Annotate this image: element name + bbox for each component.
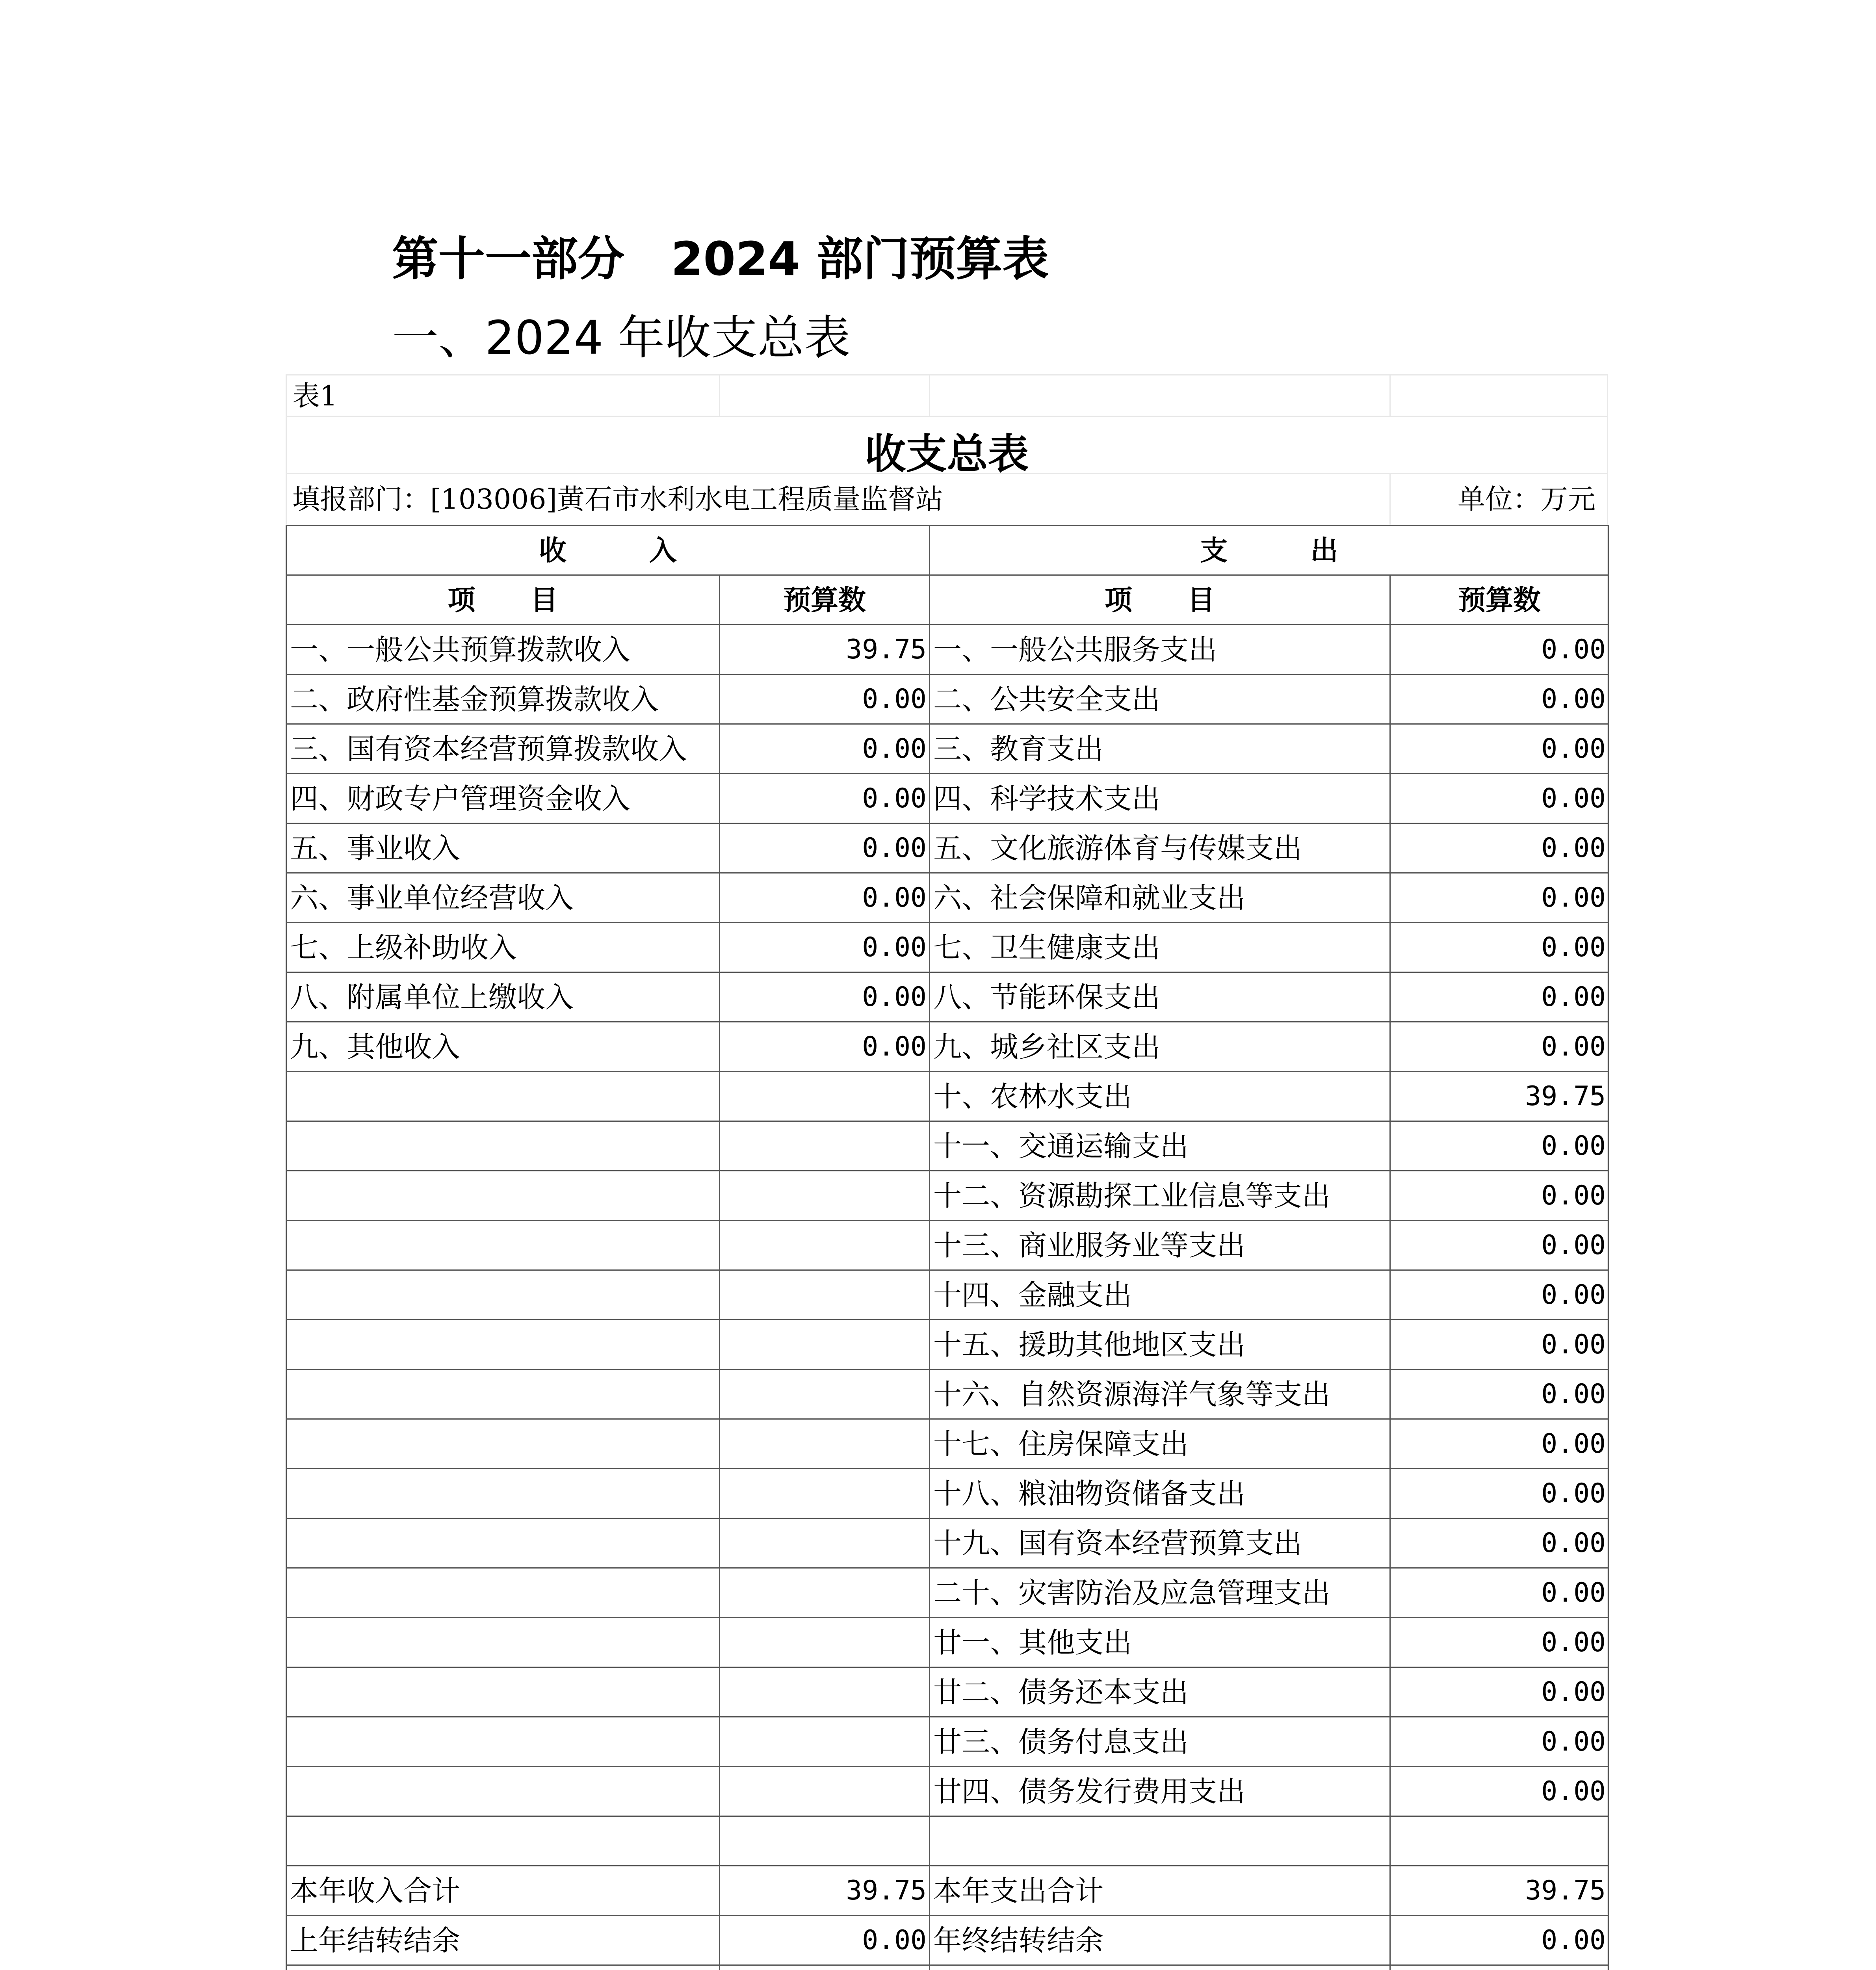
table-row <box>286 1816 1609 1866</box>
grid-line <box>929 374 930 416</box>
expense-budget-cell: 0.00 <box>1390 1320 1609 1370</box>
expense-budget-cell: 0.00 <box>1390 823 1609 873</box>
income-item-cell <box>286 1221 720 1270</box>
subsection-heading: 一、2024 年收支总表 <box>392 310 851 365</box>
income-item-cell: 一、一般公共预算拨款收入 <box>286 625 720 675</box>
expense-budget-header: 预算数 <box>1390 575 1609 625</box>
expense-budget-cell: 0.00 <box>1390 1270 1609 1320</box>
income-budget-cell: 39.75 <box>720 1866 930 1916</box>
expense-budget-cell: 0.00 <box>1390 1370 1609 1419</box>
table-number: 表1 <box>292 380 338 412</box>
income-budget-cell <box>720 1370 930 1419</box>
table-row <box>286 625 1609 675</box>
income-item-cell: 四、财政专户管理资金收入 <box>286 774 720 823</box>
expense-item-cell: 十五、援助其他地区支出 <box>930 1320 1390 1370</box>
income-item-cell <box>286 1767 720 1816</box>
income-item-cell: 本年收入合计 <box>286 1866 720 1916</box>
table-row <box>286 972 1609 1022</box>
income-item-cell <box>286 1121 720 1171</box>
expense-item-header: 项 目 <box>930 575 1390 625</box>
expense-item-cell: 二、公共安全支出 <box>930 675 1390 724</box>
income-budget-cell <box>720 1469 930 1518</box>
expense-budget-cell: 0.00 <box>1390 1469 1609 1518</box>
expense-item-cell: 本年支出合计 <box>930 1866 1390 1916</box>
expense-budget-cell: 0.00 <box>1390 625 1609 675</box>
unit-label: 单位：万元 <box>1458 483 1596 515</box>
table-row <box>286 1121 1609 1171</box>
table-row <box>286 1916 1609 1965</box>
table-row <box>286 774 1609 823</box>
expense-item-cell: 十二、资源勘探工业信息等支出 <box>930 1171 1390 1221</box>
income-item-cell: 六、事业单位经营收入 <box>286 873 720 923</box>
income-item-cell <box>286 1568 720 1618</box>
income-budget-cell <box>720 1419 930 1469</box>
expense-budget-cell <box>1390 1965 1609 1970</box>
income-item-cell: 二、政府性基金预算拨款收入 <box>286 675 720 724</box>
expense-budget-cell: 0.00 <box>1390 1022 1609 1072</box>
expense-header: 支 出 <box>930 526 1609 575</box>
income-budget-cell: 0.00 <box>720 675 930 724</box>
income-budget-header: 预算数 <box>720 575 930 625</box>
income-item-cell <box>286 1270 720 1320</box>
income-budget-cell: 0.00 <box>720 774 930 823</box>
income-item-cell <box>286 1320 720 1370</box>
grid-line <box>286 416 1608 417</box>
expense-item-cell: 十三、商业服务业等支出 <box>930 1221 1390 1270</box>
expense-item-cell: 二十、灾害防治及应急管理支出 <box>930 1568 1390 1618</box>
income-budget-cell <box>720 1320 930 1370</box>
income-budget-cell: 39.75 <box>720 625 930 675</box>
income-item-cell <box>286 1419 720 1469</box>
grid-line <box>1389 473 1391 525</box>
table-row <box>286 1965 1609 1970</box>
expense-item-cell: 五、文化旅游体育与传媒支出 <box>930 823 1390 873</box>
expense-item-cell <box>930 1816 1390 1866</box>
expense-budget-cell <box>1390 1816 1609 1866</box>
table-row <box>286 823 1609 873</box>
income-item-cell <box>286 1618 720 1667</box>
income-budget-cell: 0.00 <box>720 923 930 972</box>
income-budget-cell <box>720 1667 930 1717</box>
expense-item-cell: 十四、金融支出 <box>930 1270 1390 1320</box>
income-item-cell <box>286 1171 720 1221</box>
income-budget-cell: 0.00 <box>720 1022 930 1072</box>
expense-budget-cell: 0.00 <box>1390 923 1609 972</box>
table-row <box>286 1370 1609 1419</box>
income-budget-cell <box>720 1072 930 1121</box>
expense-budget-cell: 0.00 <box>1390 1419 1609 1469</box>
table-row <box>286 1469 1609 1518</box>
expense-item-cell: 八、节能环保支出 <box>930 972 1390 1022</box>
table-row <box>286 1270 1609 1320</box>
income-budget-cell: 0.00 <box>720 823 930 873</box>
income-item-header: 项 目 <box>286 575 720 625</box>
income-budget-cell <box>720 1965 930 1970</box>
income-item-cell <box>286 1518 720 1568</box>
grid-line <box>286 374 1608 375</box>
table-title: 收支总表 <box>865 430 1029 478</box>
income-budget-cell <box>720 1518 930 1568</box>
income-item-cell <box>286 1370 720 1419</box>
income-budget-cell: 0.00 <box>720 1916 930 1965</box>
income-budget-cell <box>720 1767 930 1816</box>
table-row <box>286 1518 1609 1568</box>
expense-budget-cell: 0.00 <box>1390 972 1609 1022</box>
expense-item-cell: 一、一般公共服务支出 <box>930 625 1390 675</box>
table-row <box>286 1667 1609 1717</box>
income-item-cell: 八、附属单位上缴收入 <box>286 972 720 1022</box>
table-row <box>286 1320 1609 1370</box>
expense-budget-cell: 0.00 <box>1390 1221 1609 1270</box>
income-budget-cell <box>720 1568 930 1618</box>
expense-budget-cell: 0.00 <box>1390 1916 1609 1965</box>
income-item-cell <box>286 1469 720 1518</box>
table-row <box>286 1022 1609 1072</box>
expense-item-cell: 九、城乡社区支出 <box>930 1022 1390 1072</box>
expense-item-cell: 六、社会保障和就业支出 <box>930 873 1390 923</box>
income-budget-cell <box>720 1221 930 1270</box>
expense-item-cell: 四、科学技术支出 <box>930 774 1390 823</box>
income-item-cell <box>286 1816 720 1866</box>
expense-item-cell: 廿四、债务发行费用支出 <box>930 1767 1390 1816</box>
income-budget-cell <box>720 1171 930 1221</box>
income-budget-cell <box>720 1717 930 1767</box>
table-row <box>286 675 1609 724</box>
expense-budget-cell: 0.00 <box>1390 1717 1609 1767</box>
income-budget-cell <box>720 1270 930 1320</box>
column-header-row <box>286 575 1609 625</box>
table-row <box>286 873 1609 923</box>
expense-item-cell: 七、卫生健康支出 <box>930 923 1390 972</box>
grid-line <box>719 374 720 416</box>
income-budget-cell <box>720 1121 930 1171</box>
expense-item-cell: 廿三、债务付息支出 <box>930 1717 1390 1767</box>
expense-item-cell: 十九、国有资本经营预算支出 <box>930 1518 1390 1568</box>
expense-budget-cell: 0.00 <box>1390 1171 1609 1221</box>
budget-summary-table <box>286 525 1609 1970</box>
income-item-cell: 七、上级补助收入 <box>286 923 720 972</box>
expense-budget-cell: 0.00 <box>1390 1618 1609 1667</box>
table-row <box>286 724 1609 774</box>
expense-budget-cell: 0.00 <box>1390 1568 1609 1618</box>
income-item-cell <box>286 1072 720 1121</box>
expense-item-cell: 十、农林水支出 <box>930 1072 1390 1121</box>
table-row <box>286 1767 1609 1816</box>
income-item-cell <box>286 1717 720 1767</box>
table-row <box>286 1221 1609 1270</box>
income-budget-cell: 0.00 <box>720 972 930 1022</box>
income-budget-cell <box>720 1618 930 1667</box>
income-budget-cell: 0.00 <box>720 724 930 774</box>
table-row <box>286 1717 1609 1767</box>
section-heading: 第十一部分 2024 部门预算表 <box>392 232 1049 286</box>
expense-item-cell: 年终结转结余 <box>930 1916 1390 1965</box>
expense-item-cell: 廿二、债务还本支出 <box>930 1667 1390 1717</box>
income-item-cell <box>286 1965 720 1970</box>
expense-budget-cell: 0.00 <box>1390 1667 1609 1717</box>
expense-budget-cell: 39.75 <box>1390 1866 1609 1916</box>
income-budget-cell <box>720 1816 930 1866</box>
income-item-cell: 三、国有资本经营预算拨款收入 <box>286 724 720 774</box>
expense-budget-cell: 0.00 <box>1390 1121 1609 1171</box>
table-row <box>286 1568 1609 1618</box>
table-row <box>286 1618 1609 1667</box>
income-item-cell: 五、事业收入 <box>286 823 720 873</box>
grid-line <box>1389 374 1391 416</box>
expense-budget-cell: 0.00 <box>1390 1518 1609 1568</box>
expense-item-cell: 三、教育支出 <box>930 724 1390 774</box>
expense-item-cell: 廿一、其他支出 <box>930 1618 1390 1667</box>
expense-item-cell: 十八、粮油物资储备支出 <box>930 1469 1390 1518</box>
expense-budget-cell: 0.00 <box>1390 873 1609 923</box>
expense-budget-cell: 0.00 <box>1390 724 1609 774</box>
expense-budget-cell: 0.00 <box>1390 774 1609 823</box>
table-row <box>286 1419 1609 1469</box>
expense-budget-cell: 0.00 <box>1390 675 1609 724</box>
table-row <box>286 923 1609 972</box>
income-header: 收 入 <box>286 526 930 575</box>
expense-item-cell <box>930 1965 1390 1970</box>
income-item-cell: 九、其他收入 <box>286 1022 720 1072</box>
income-item-cell: 上年结转结余 <box>286 1916 720 1965</box>
filing-department: 填报部门：[103006]黄石市水利水电工程质量监督站 <box>292 483 943 515</box>
expense-item-cell: 十一、交通运输支出 <box>930 1121 1390 1171</box>
table-row <box>286 1866 1609 1916</box>
expense-budget-cell: 39.75 <box>1390 1072 1609 1121</box>
table-row <box>286 1171 1609 1221</box>
income-item-cell <box>286 1667 720 1717</box>
table-row <box>286 1072 1609 1121</box>
expense-item-cell: 十七、住房保障支出 <box>930 1419 1390 1469</box>
table-header-row <box>286 526 1609 575</box>
expense-item-cell: 十六、自然资源海洋气象等支出 <box>930 1370 1390 1419</box>
income-budget-cell: 0.00 <box>720 873 930 923</box>
expense-budget-cell: 0.00 <box>1390 1767 1609 1816</box>
